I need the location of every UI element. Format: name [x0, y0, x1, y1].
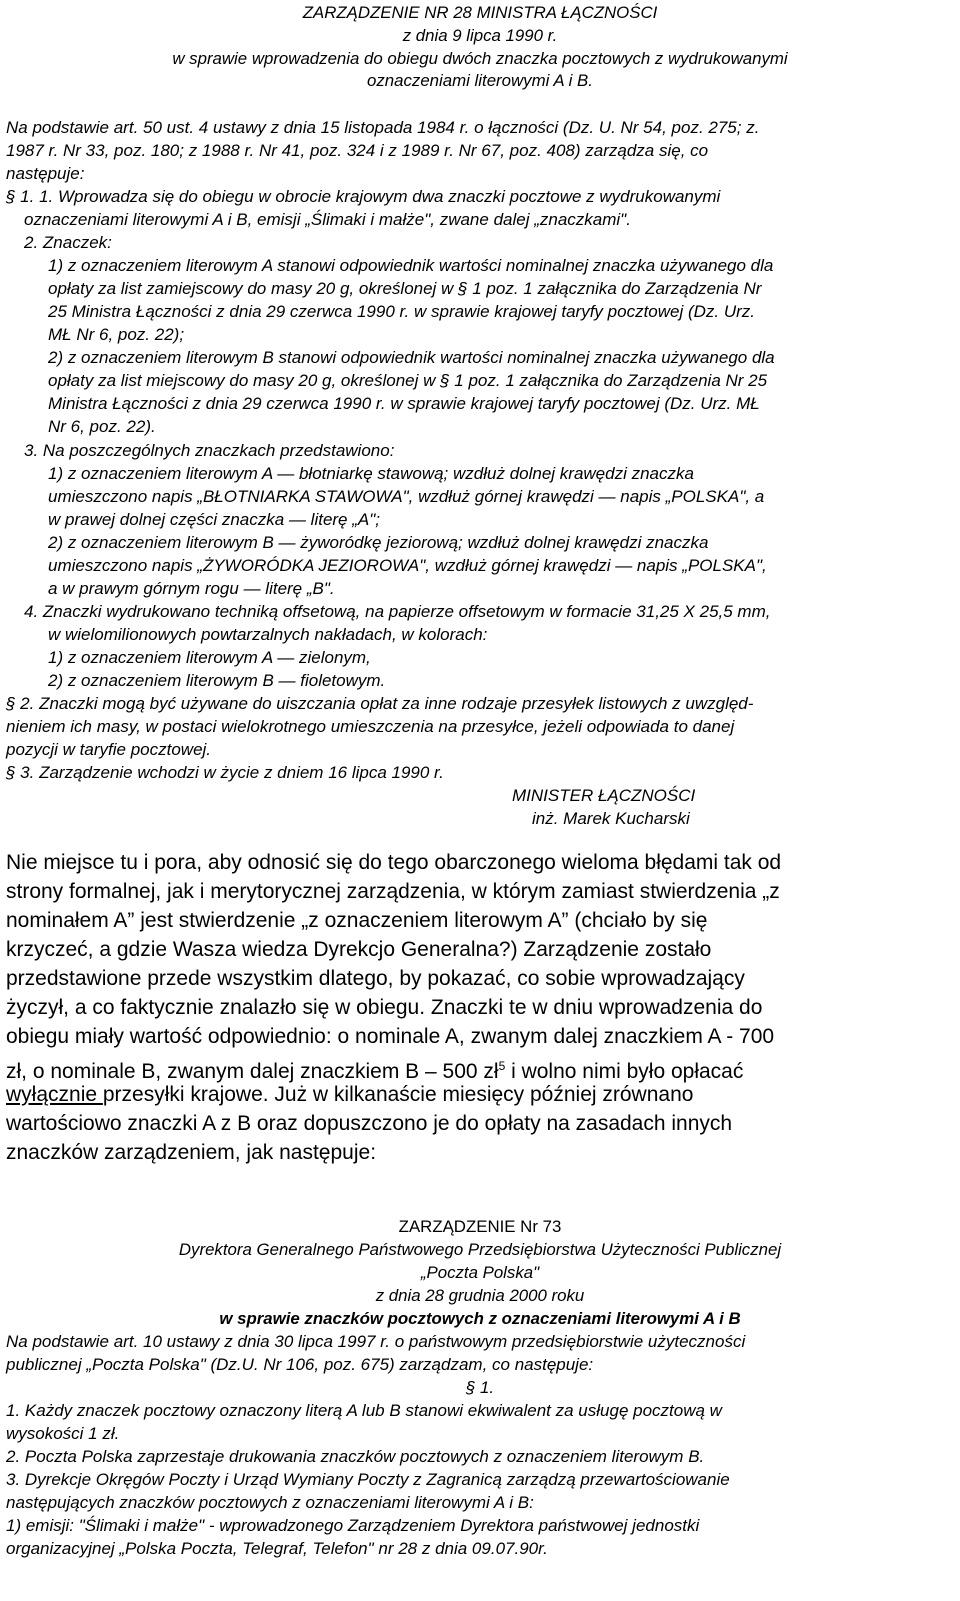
order-28-line: 2) z oznaczeniem literowym B — żyworódkę jeziorową; wzdłuż dolnej krawędzi znaczka — [48, 533, 709, 552]
order-28-line: MŁ Nr 6, poz. 22); — [48, 325, 185, 344]
order-28-line: nieniem ich masy, w postaci wielokrotnego umieszczenia na przesyłce, jeżeli odpowiada to danej — [6, 717, 735, 736]
order-73-issuer: Dyrektora Generalnego Państwowego Przedsiębiorstwa Użyteczności Publicznej — [178, 1240, 782, 1259]
order-28-title: ZARZĄDZENIE NR 28 MINISTRA ŁĄCZNOŚCI — [302, 3, 658, 22]
order-73-date: z dnia 28 grudnia 2000 roku — [375, 1286, 585, 1305]
commentary-line: wartościowo znaczki A z B oraz dopuszczono je do opłaty na zasadach innych — [6, 1112, 733, 1135]
order-28-line: Nr 6, poz. 22). — [48, 417, 156, 436]
order-28-line: opłaty za list zamiejscowy do masy 20 g, określonej w § 1 poz. 1 załącznika do Zarządzenia Nr — [48, 279, 762, 298]
commentary-line-with-footnote: zł, o nominale B, zwanym dalej znaczkiem B – 500 $zł^5$ i wolno nimi było opłacać — [6, 1059, 744, 1083]
order-28-date: z dnia 9 lipca 1990 r. — [402, 26, 558, 45]
order-28-line: w wielomilionowych powtarzalnych nakładach, w kolorach: — [48, 625, 488, 644]
order-28-line: oznaczeniami literowymi A i B, emisji „Ślimaki i małże", zwane dalej „znaczkami". — [24, 210, 631, 229]
order-28-line: pozycji w taryfie pocztowej. — [6, 740, 212, 759]
order-28-line: następuje: — [6, 164, 85, 183]
commentary-line: strony formalnej, jak i merytorycznej zarządzenia, w którym zamiast stwierdzenia „z — [6, 880, 780, 903]
order-28-paragraph-2: § 2. Znaczki mogą być używane do uiszczania opłat za inne rodzaje przesyłek listowych z uwzględ- — [6, 694, 754, 713]
order-28-line: 2) z oznaczeniem literowym B — fioletowym. — [48, 671, 386, 690]
order-73-line: 3. Dyrekcje Okręgów Poczty i Urząd Wymiany Poczty z Zagranicą zarządzą przewartościowanie — [6, 1470, 730, 1489]
order-28-line: 1) z oznaczeniem literowym A — błotniarkę stawową; wzdłuż dolnej krawędzi znaczka — [48, 464, 694, 483]
commentary-line: wyłącznie przesyłki krajowe. Już w kilkanaście miesięcy później zrównano — [6, 1083, 694, 1106]
order-73-line: publicznej „Poczta Polska" (Dz.U. Nr 106, poz. 675) zarządzam, co następuje: — [6, 1355, 594, 1374]
order-73-paragraph-1: § 1. — [465, 1378, 495, 1397]
order-73-line: Na podstawie art. 10 ustawy z dnia 30 lipca 1997 r. o państwowym przedsiębiorstwie użyteczności — [6, 1332, 746, 1351]
signature-title: MINISTER ŁĄCZNOŚCI — [512, 786, 696, 805]
commentary-line: przedstawione przede wszystkim dlatego, by pokazać, co sobie wprowadzający — [6, 967, 745, 990]
signature-name: inż. Marek Kucharski — [532, 809, 690, 828]
order-28-line: Ministra Łączności z dnia 29 czerwca 1990 r. w sprawie krajowej taryfy pocztowej (Dz. Urz. MŁ — [48, 394, 760, 413]
order-28-line: umieszczono napis „ŻYWORÓDKA JEZIOROWA", wzdłuż górnej krawędzi — napis „POLSKA", — [48, 556, 767, 575]
order-28-paragraph-3: § 3. Zarządzenie wchodzi w życie z dniem 16 lipca 1990 r. — [6, 763, 444, 782]
order-28-line: 2) z oznaczeniem literowym B stanowi odpowiednik wartości nominalnej znaczka używanego dla — [48, 348, 775, 367]
order-73-organization: „Poczta Polska" — [420, 1263, 540, 1282]
order-28-line: Na podstawie art. 50 ust. 4 ustawy z dnia 15 listopada 1984 r. o łączności (Dz. U. Nr 54, poz. 275; z. — [6, 118, 760, 137]
commentary-line: znaczków zarządzeniem, jak następuje: — [6, 1141, 377, 1164]
order-28-point-3: 3. Na poszczególnych znaczkach przedstawiono: — [24, 441, 395, 460]
order-28-paragraph-1: § 1. 1. Wprowadza się do obiegu w obrocie krajowym dwa znaczki pocztowe z wydrukowanymi — [6, 187, 721, 206]
order-73-title: ZARZĄDZENIE Nr 73 — [398, 1217, 562, 1236]
order-28-line: w prawej dolnej części znaczka — literę „A"; — [48, 510, 380, 529]
order-73-line: 1) emisji: "Ślimaki i małże" - wprowadzonego Zarządzeniem Dyrektora państwowej jednostki — [6, 1516, 700, 1535]
order-28-point-2: 2. Znaczek: — [24, 233, 112, 252]
order-28-line: 1) z oznaczeniem literowym A stanowi odpowiednik wartości nominalnej znaczka używanego dla — [48, 256, 774, 275]
commentary-line: Nie miejsce tu i pora, aby odnosić się do tego obarczonego wieloma błędami tak od — [6, 851, 782, 874]
underlined-word: wyłącznie — [6, 1083, 103, 1106]
order-28-line: opłaty za list miejscowy do masy 20 g, określonej w § 1 poz. 1 załącznika do Zarządzenia Nr 25 — [48, 371, 768, 390]
order-73-line: 1. Każdy znaczek pocztowy oznaczony literą A lub B stanowi ekwiwalent za usługę pocztową w — [6, 1401, 722, 1420]
order-28-line: 25 Ministra Łączności z dnia 29 czerwca 1990 r. w sprawie krajowej taryfy pocztowej (Dz. Urz. — [48, 302, 756, 321]
order-28-line: a w prawym górnym rogu — literę „B". — [48, 579, 335, 598]
order-73-line: wysokości 1 zł. — [6, 1424, 120, 1443]
order-73-subject: w sprawie znaczków pocztowych z oznaczeniami literowymi A i B — [219, 1309, 741, 1328]
order-28-line: 1) z oznaczeniem literowym A — zielonym, — [48, 648, 371, 667]
commentary-line: nominałem A” jest stwierdzenie „z oznaczeniem literowym A” (chciało by się — [6, 909, 708, 932]
commentary-line: życzył, a co faktycznie znalazło się w obiegu. Znaczki te w dniu wprowadzenia do — [6, 996, 763, 1019]
order-28-point-4: 4. Znaczki wydrukowano techniką offsetową, na papierze offsetowym w formacie 31,25 X 25,5 mm, — [24, 602, 771, 621]
order-28-line: umieszczono napis „BŁOTNIARKA STAWOWA", wzdłuż górnej krawędzi — napis „POLSKA", a — [48, 487, 765, 506]
order-28-line: 1987 r. Nr 33, poz. 180; z 1988 r. Nr 41, poz. 324 i z 1989 r. Nr 67, poz. 408) zarządza się, co — [6, 141, 709, 160]
order-28-subject-line-2: oznaczeniami literowymi A i B. — [367, 71, 593, 90]
order-73-line: organizacyjnej „Polska Poczta, Telegraf, Telefon" nr 28 z dnia 09.07.90r. — [6, 1539, 548, 1558]
order-28-subject-line-1: w sprawie wprowadzenia do obiegu dwóch znaczka pocztowych z wydrukowanymi — [172, 49, 788, 68]
order-73-line: następujących znaczków pocztowych z oznaczeniami literowymi A i B: — [6, 1493, 534, 1512]
commentary-line: obiegu miały wartość odpowiednio: o nominale A, zwanym dalej znaczkiem A - 700 — [6, 1025, 775, 1048]
commentary-line: krzyczeć, a gdzie Wasza wiedza Dyrekcjo Generalna?) Zarządzenie zostało — [6, 938, 712, 961]
footnote-marker[interactable]: 5 — [498, 1059, 506, 1073]
order-73-line: 2. Poczta Polska zaprzestaje drukowania znaczków pocztowych z oznaczeniem literowym B. — [6, 1447, 705, 1466]
